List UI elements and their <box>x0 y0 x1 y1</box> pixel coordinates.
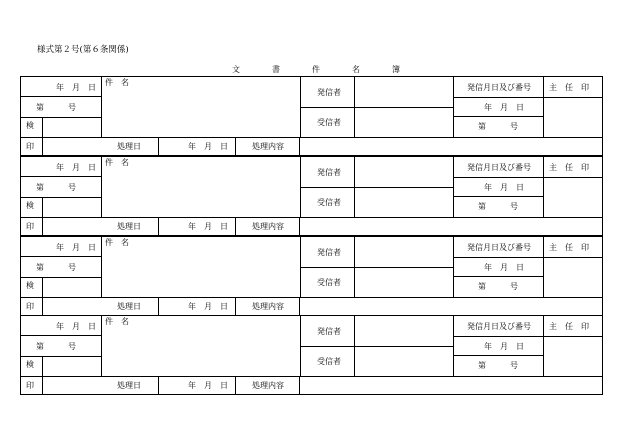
send-date-number-label: 発信月日及び番号 <box>467 83 531 92</box>
received-date-label: 年 月 日 <box>56 322 96 331</box>
processing-date-value-label: 年 月 日 <box>188 222 228 231</box>
send-date-label: 年 月 日 <box>484 263 524 272</box>
sender-label: 発信者 <box>317 168 341 177</box>
processing-date-value-label: 年 月 日 <box>188 381 228 390</box>
processing-date-label: 処理日 <box>117 302 141 311</box>
title-char: 件 <box>312 65 320 74</box>
send-number-label: 第 号 <box>478 122 518 131</box>
processing-content-label: 処理内容 <box>252 302 284 311</box>
processing-date-label: 処理日 <box>117 222 141 231</box>
register-record <box>20 156 603 236</box>
send-date-number-label: 発信月日及び番号 <box>467 243 531 252</box>
inspection-label-bottom: 印 <box>26 222 34 231</box>
number-label: 第 号 <box>36 103 76 112</box>
send-date-label: 年 月 日 <box>484 103 524 112</box>
inspection-label-bottom: 印 <box>26 381 34 390</box>
receiver-label: 受信者 <box>317 357 341 366</box>
received-date-label: 年 月 日 <box>56 163 96 172</box>
title-char: 文 <box>232 65 240 74</box>
sender-label: 発信者 <box>317 88 341 97</box>
send-date-label: 年 月 日 <box>484 342 524 351</box>
number-label: 第 号 <box>36 183 76 192</box>
register-record <box>20 236 603 316</box>
receiver-label: 受信者 <box>317 198 341 207</box>
form-reference: 様式第２号(第６条関係) <box>37 45 129 55</box>
chief-seal-label: 主 任 印 <box>549 83 589 92</box>
number-label: 第 号 <box>36 263 76 272</box>
subject-label: 件 名 <box>105 158 129 167</box>
inspection-label-bottom: 印 <box>26 302 34 311</box>
processing-date-label: 処理日 <box>117 142 141 151</box>
chief-seal-label: 主 任 印 <box>549 243 589 252</box>
inspection-label-top: 検 <box>26 360 34 369</box>
subject-label: 件 名 <box>105 238 129 247</box>
inspection-label-top: 検 <box>26 281 34 290</box>
processing-date-value-label: 年 月 日 <box>188 302 228 311</box>
processing-content-label: 処理内容 <box>252 381 284 390</box>
send-date-number-label: 発信月日及び番号 <box>467 163 531 172</box>
sender-label: 発信者 <box>317 327 341 336</box>
processing-date-label: 処理日 <box>117 381 141 390</box>
register-record <box>20 315 603 395</box>
subject-label: 件 名 <box>105 78 129 87</box>
received-date-label: 年 月 日 <box>56 83 96 92</box>
received-date-label: 年 月 日 <box>56 243 96 252</box>
receiver-label: 受信者 <box>317 118 341 127</box>
number-label: 第 号 <box>36 342 76 351</box>
receiver-label: 受信者 <box>317 278 341 287</box>
send-number-label: 第 号 <box>478 361 518 370</box>
send-number-label: 第 号 <box>478 202 518 211</box>
subject-label: 件 名 <box>105 317 129 326</box>
inspection-label-bottom: 印 <box>26 142 34 151</box>
title-char: 簿 <box>392 65 400 74</box>
send-number-label: 第 号 <box>478 282 518 291</box>
processing-content-label: 処理内容 <box>252 222 284 231</box>
send-date-number-label: 発信月日及び番号 <box>467 322 531 331</box>
sender-label: 発信者 <box>317 248 341 257</box>
chief-seal-label: 主 任 印 <box>549 163 589 172</box>
register-record <box>20 76 603 156</box>
title-char: 名 <box>352 65 360 74</box>
processing-date-value-label: 年 月 日 <box>188 142 228 151</box>
inspection-label-top: 検 <box>26 201 34 210</box>
inspection-label-top: 検 <box>26 121 34 130</box>
send-date-label: 年 月 日 <box>484 183 524 192</box>
title-char: 書 <box>272 65 280 74</box>
processing-content-label: 処理内容 <box>252 142 284 151</box>
chief-seal-label: 主 任 印 <box>549 322 589 331</box>
